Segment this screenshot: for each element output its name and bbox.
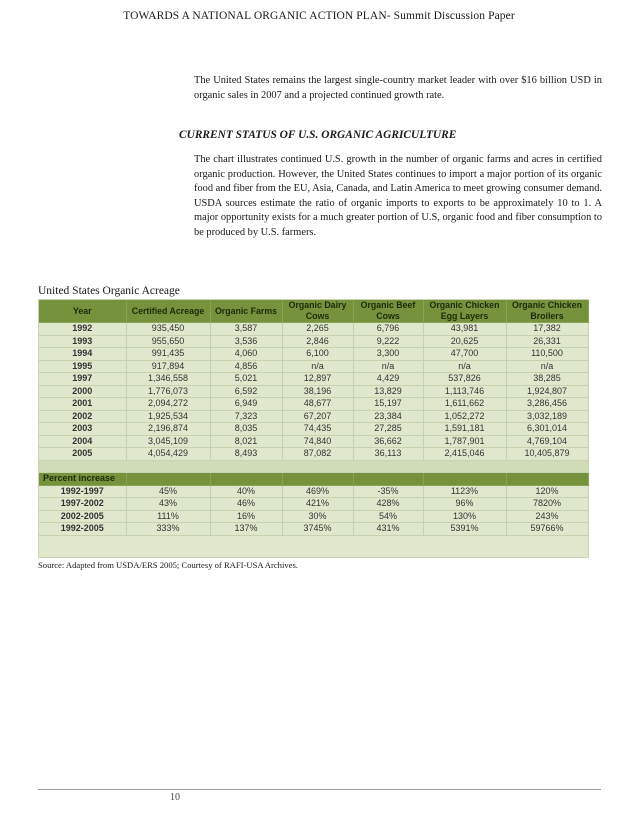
table-cell: 2002-2005 [39, 510, 126, 523]
table-cell: 43,981 [423, 323, 506, 336]
table-cell: 10,405,879 [506, 448, 588, 461]
table-cell: 2,196,874 [126, 423, 210, 436]
table-cell: 243% [506, 510, 588, 523]
table-cell: 431% [353, 523, 423, 536]
table-row [39, 435, 588, 448]
table-cell: 1123% [423, 485, 506, 498]
section-title: CURRENT STATUS OF U.S. ORGANIC AGRICULTURE [179, 129, 457, 141]
table-cell: 137% [210, 523, 282, 536]
table-cell: 59766% [506, 523, 588, 536]
table-cell: 8,035 [210, 423, 282, 436]
table-cell: 8,493 [210, 448, 282, 461]
table-cell: 130% [423, 510, 506, 523]
table-cell: 4,856 [210, 360, 282, 373]
table-cell: 40% [210, 485, 282, 498]
table-title: United States Organic Acreage [38, 285, 180, 297]
table-row [39, 373, 588, 386]
table-cell: 67,207 [282, 410, 353, 423]
table-cell: 333% [126, 523, 210, 536]
table-cell: 1997 [39, 373, 126, 386]
table-cell: n/a [282, 360, 353, 373]
table-cell: 13,829 [353, 385, 423, 398]
source-note: Source: Adapted from USDA/ERS 2005; Courtesy of RAFI-USA Archives. [38, 560, 298, 570]
column-header: Organic Dairy Cows [282, 300, 353, 323]
column-header: Organic Chicken Egg Layers [423, 300, 506, 323]
table-row [39, 423, 588, 436]
table-cell: 7,323 [210, 410, 282, 423]
organic-acreage-table [38, 299, 589, 558]
table-cell: 8,021 [210, 435, 282, 448]
table-cell: 2,846 [282, 335, 353, 348]
table-cell: 6,100 [282, 348, 353, 361]
table-cell: 935,450 [126, 323, 210, 336]
table-cell: 2003 [39, 423, 126, 436]
table-cell: 4,060 [210, 348, 282, 361]
table-cell: -35% [353, 485, 423, 498]
table-cell: 27,285 [353, 423, 423, 436]
percent-increase-label: Percent increase [39, 472, 126, 485]
table-cell: 12,897 [282, 373, 353, 386]
table-cell: 5391% [423, 523, 506, 536]
table-cell: 4,769,104 [506, 435, 588, 448]
table-cell: 2,415,046 [423, 448, 506, 461]
table-cell: 1992-1997 [39, 485, 126, 498]
table-cell: 428% [353, 498, 423, 511]
body-paragraph: The chart illustrates continued U.S. growth in the number of organic farms and acres in certified organic production. However, the United States continues to import a major portion of its organic food and fiber from the EU, Asia, Canada, and Latin America to meet growing consumer demand. USDA sources estimate the ratio of organic imports to exports to be approximately 10 to 1. A major opportunity exists for a much greater portion of U.S, organic food and fiber consumption to be produced by U.S. farmers. [194, 154, 602, 238]
table-cell: 1,787,901 [423, 435, 506, 448]
page-number: 10 [170, 792, 180, 803]
table-cell: 48,677 [282, 398, 353, 411]
column-header: Certified Acreage [126, 300, 210, 323]
table-cell: 16% [210, 510, 282, 523]
table-header-row [39, 300, 588, 323]
table-cell: 87,082 [282, 448, 353, 461]
table-cell: 120% [506, 485, 588, 498]
table-cell: 3,587 [210, 323, 282, 336]
table-cell: 54% [353, 510, 423, 523]
table-cell: 1992-2005 [39, 523, 126, 536]
table-cell: 47,700 [423, 348, 506, 361]
table-cell: 30% [282, 510, 353, 523]
table-cell: 4,054,429 [126, 448, 210, 461]
table-row [39, 398, 588, 411]
table-row [39, 335, 588, 348]
table-cell: 2000 [39, 385, 126, 398]
percent-row [39, 510, 588, 523]
table-cell: 2005 [39, 448, 126, 461]
table-cell: 1995 [39, 360, 126, 373]
table-cell: 74,435 [282, 423, 353, 436]
table-cell: 6,796 [353, 323, 423, 336]
table-cell: 3,032,189 [506, 410, 588, 423]
table-cell: 2,094,272 [126, 398, 210, 411]
table-cell: 26,331 [506, 335, 588, 348]
percent-row [39, 498, 588, 511]
table-cell: 2,265 [282, 323, 353, 336]
table-cell: 1994 [39, 348, 126, 361]
table-cell: 43% [126, 498, 210, 511]
table-cell: 955,650 [126, 335, 210, 348]
table-cell: 15,197 [353, 398, 423, 411]
table-cell: 2001 [39, 398, 126, 411]
column-header: Year [39, 300, 126, 323]
table-cell: 110,500 [506, 348, 588, 361]
table-row [39, 360, 588, 373]
table-cell: 1,776,073 [126, 385, 210, 398]
table-cell: 36,113 [353, 448, 423, 461]
table-cell: 3,300 [353, 348, 423, 361]
table-cell: 3745% [282, 523, 353, 536]
table-cell: 111% [126, 510, 210, 523]
page-header: TOWARDS A NATIONAL ORGANIC ACTION PLAN- Summit Discussion Paper [123, 10, 515, 22]
table-cell: 1993 [39, 335, 126, 348]
table-cell: 1997-2002 [39, 498, 126, 511]
table-cell: 421% [282, 498, 353, 511]
table-cell: 1,346,558 [126, 373, 210, 386]
intro-paragraph: The United States remains the largest single-country market leader with over $16 billion USD in organic sales in 2007 and a projected continued growth rate. [194, 75, 602, 101]
table-cell: 1,611,662 [423, 398, 506, 411]
footer-divider [38, 789, 601, 790]
table-cell: 7820% [506, 498, 588, 511]
table-cell: 917,894 [126, 360, 210, 373]
table-cell: 6,301,014 [506, 423, 588, 436]
table-spacer-row [39, 460, 588, 472]
table-cell: 6,592 [210, 385, 282, 398]
table-cell: 38,196 [282, 385, 353, 398]
table-cell: n/a [423, 360, 506, 373]
table-cell: 74,840 [282, 435, 353, 448]
table-cell: 9,222 [353, 335, 423, 348]
column-header: Organic Chicken Broilers [506, 300, 588, 323]
percent-row [39, 523, 588, 536]
table-row [39, 323, 588, 336]
table-row [39, 448, 588, 461]
table-cell: n/a [353, 360, 423, 373]
table-cell: 6,949 [210, 398, 282, 411]
table-cell: 1992 [39, 323, 126, 336]
table-cell: 23,384 [353, 410, 423, 423]
table-cell: 5,021 [210, 373, 282, 386]
table-cell: 3,536 [210, 335, 282, 348]
percent-increase-header [39, 472, 588, 485]
table-cell: 17,382 [506, 323, 588, 336]
table-row [39, 385, 588, 398]
table-cell: 4,429 [353, 373, 423, 386]
table-cell: 36,662 [353, 435, 423, 448]
table-cell: 1,052,272 [423, 410, 506, 423]
column-header: Organic Farms [210, 300, 282, 323]
table-cell: 20,625 [423, 335, 506, 348]
table-cell: 38,285 [506, 373, 588, 386]
table-row [39, 410, 588, 423]
table-cell: 1,591,181 [423, 423, 506, 436]
table-cell: 2002 [39, 410, 126, 423]
table-cell: 469% [282, 485, 353, 498]
table-cell: 2004 [39, 435, 126, 448]
table-cell: 537,826 [423, 373, 506, 386]
table-cell: 1,113,746 [423, 385, 506, 398]
table-cell: 46% [210, 498, 282, 511]
table-cell: n/a [506, 360, 588, 373]
column-header: Organic Beef Cows [353, 300, 423, 323]
table-cell: 3,286,456 [506, 398, 588, 411]
table-cell: 1,925,534 [126, 410, 210, 423]
percent-row [39, 485, 588, 498]
table-cell: 3,045,109 [126, 435, 210, 448]
table-cell: 991,435 [126, 348, 210, 361]
table-cell: 45% [126, 485, 210, 498]
table-cell: 96% [423, 498, 506, 511]
table-row [39, 348, 588, 361]
table-cell: 1,924,807 [506, 385, 588, 398]
